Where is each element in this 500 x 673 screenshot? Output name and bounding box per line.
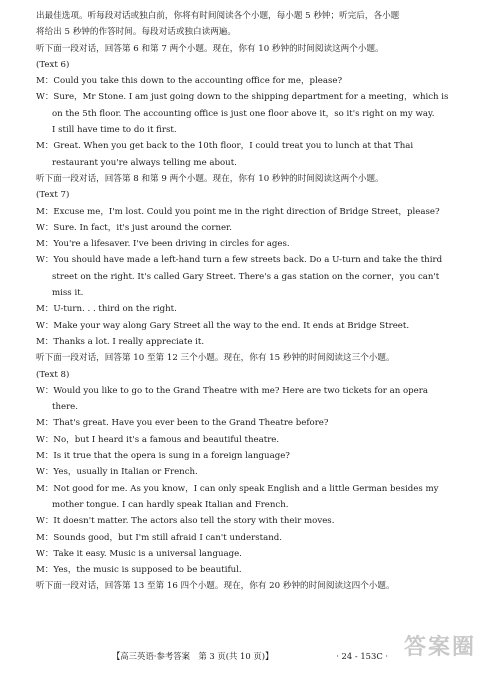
text-line: W：Sure，Mr Stone. I am just going down to the shipping department for a meeting，which is <box>36 92 449 103</box>
text-line: I still have time to do it first. <box>52 125 177 136</box>
watermark-logo: 答案圈 <box>403 635 476 660</box>
text-line: (Text 8) <box>36 369 70 380</box>
text-line: M：Is it true that the opera is sung in a foreign language? <box>36 451 290 462</box>
text-line: 将给出 5 秒钟的作答时间。每段对话或独白读两遍。 <box>36 27 236 38</box>
text-line: M：U-turn. . . third on the right. <box>36 304 177 315</box>
text-line: 出最佳选项。听每段对话或独白前，你将有时间阅读各个小题，每小题 5 秒钟；听完后，各小题 <box>36 11 400 21</box>
text-line: W：Would you like to go to the Grand Theatre with me? Here are two tickets for an opera <box>36 385 428 396</box>
text-line: M：Excuse me，I'm lost. Could you point me in the right direction of Bridge Street，please? <box>36 206 440 217</box>
text-line: M：That's great. Have you ever been to the Grand Theatre before? <box>36 418 329 429</box>
text-line: W：It doesn't matter. The actors also tell the story with their moves. <box>36 516 335 527</box>
text-line: M：Not good for me. As you know，I can only speak English and a little German besides my <box>36 483 439 494</box>
text-line: 听下面一段对话，回答第 8 和第 9 两个小题。现在，你有 10 秒钟的时间阅读这两个小题。 <box>36 173 384 184</box>
text-line: W：You should have made a left-hand turn a few streets back. Do a U-turn and take the third <box>36 255 443 266</box>
text-line: W：Take it easy. Music is a universal language. <box>36 548 242 559</box>
text-line: street on the right. It's called Gary Street. There's a gas station on the corner，you can't <box>52 271 440 282</box>
document-body <box>36 8 484 595</box>
text-line: mother tongue. I can hardly speak Italian and French. <box>52 499 289 510</box>
text-line: M：Great. When you get back to the 10th floor，I could treat you to lunch at that Thai <box>36 141 414 152</box>
text-line: M：Thanks a lot. I really appreciate it. <box>36 336 205 347</box>
text-line: W：Yes，usually in Italian or French. <box>36 467 198 478</box>
text-line: there. <box>52 402 78 413</box>
text-line: restaurant you're always telling me about. <box>52 157 237 168</box>
text-line: (Text 6) <box>36 59 70 70</box>
text-line: M：You're a lifesaver. I've been driving in circles for ages. <box>36 239 290 250</box>
text-line: on the 5th floor. The accounting office is just one floor above it，so it's right on my way. <box>52 108 435 119</box>
text-line: miss it. <box>52 288 84 299</box>
text-line: 听下面一段对话，回答第 13 至第 16 四个小题。现在，你有 20 秒钟的时间阅读这四个小题。 <box>36 581 395 592</box>
text-line: W：Sure. In fact，it's just around the corner. <box>36 222 232 233</box>
text-line: 听下面一段对话，回答第 10 至第 12 三个小题。现在，你有 15 秒钟的时间阅读这三个小题。 <box>36 353 395 364</box>
text-line: W：Make your way along Gary Street all the way to the end. It ends at Bridge Street. <box>36 320 410 331</box>
text-line: M：Could you take this down to the accounting office for me，please? <box>36 76 343 87</box>
text-line: (Text 7) <box>36 190 70 201</box>
text-line: M：Sounds good，but I'm still afraid I can't understand. <box>36 532 282 543</box>
text-line: W：No，but I heard it's a famous and beautiful theatre. <box>36 434 280 445</box>
text-line: 听下面一段对话，回答第 6 和第 7 两个小题。现在，你有 10 秒钟的时间阅读这两个小题。 <box>36 43 384 54</box>
text-line: M：Yes，the music is supposed to be beautiful. <box>36 565 242 576</box>
page-footer: 【高三英语·参考答案 第 3 页(共 10 页)】 · 24 - 153C · <box>111 651 389 661</box>
